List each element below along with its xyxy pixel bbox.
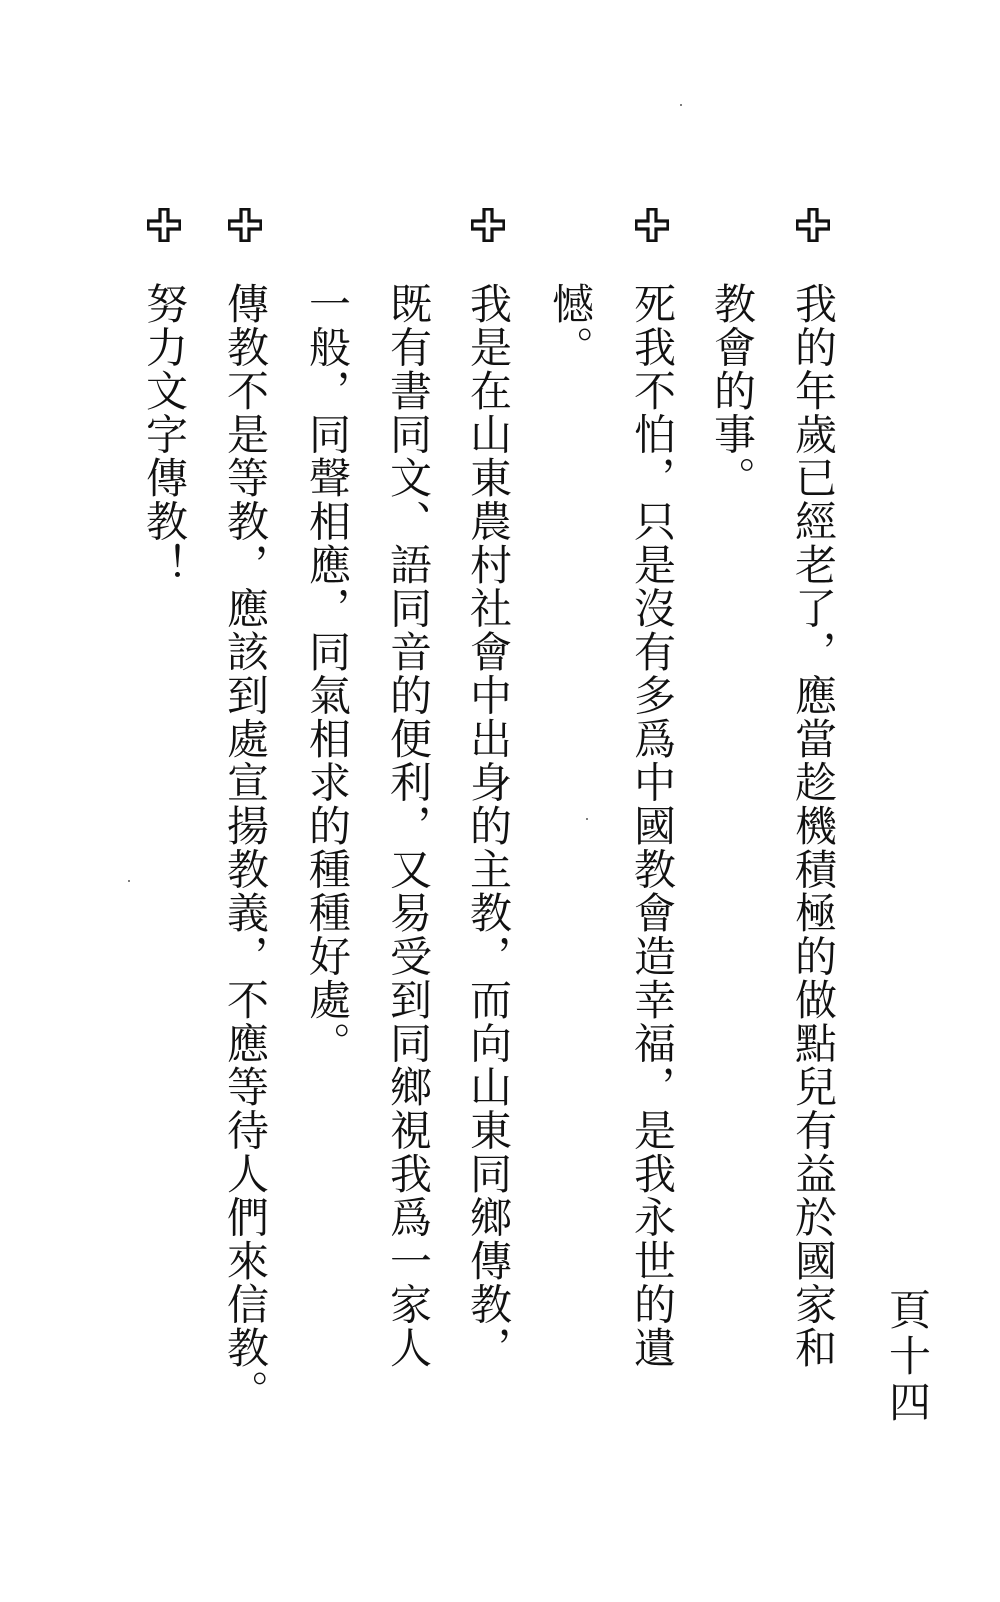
paragraph-1-line-1: 我的年歲已經老了，應當趁機積極的做點兒有益於國家和 — [789, 282, 838, 1370]
cross-bullet-icon — [635, 208, 669, 242]
paragraph-5-line-1: 努力文字傳教！ — [140, 282, 189, 587]
paragraph-1-line-2: 教會的事。 — [708, 282, 757, 500]
paragraph-3-line-1: 我是在山東農村社會中出身的主教，而向山東同鄉傳教， — [464, 282, 513, 1370]
paragraph-3-line-3: 一般，同聲相應，同氣相求的種種好處。 — [303, 282, 352, 1065]
cross-bullet-icon — [796, 208, 830, 242]
cross-bullet-icon — [471, 208, 505, 242]
scan-speck — [586, 818, 588, 820]
paragraph-3-line-2: 既有書同文、語同音的便利，又易受到同鄉視我爲一家人 — [384, 282, 433, 1370]
cross-bullet-icon — [147, 208, 181, 242]
scan-speck — [128, 880, 130, 882]
paragraph-4-line-1: 傳教不是等教，應該到處宣揚教義，不應等待人們來信教。 — [221, 282, 270, 1413]
paragraph-2-line-1: 死我不怕，只是沒有多爲中國教會造幸福，是我永世的遺 — [628, 282, 677, 1370]
page-number: 頁十四 — [883, 1288, 932, 1426]
scan-speck — [680, 104, 682, 106]
cross-bullet-icon — [228, 208, 262, 242]
paragraph-2-line-2: 憾。 — [546, 282, 595, 369]
